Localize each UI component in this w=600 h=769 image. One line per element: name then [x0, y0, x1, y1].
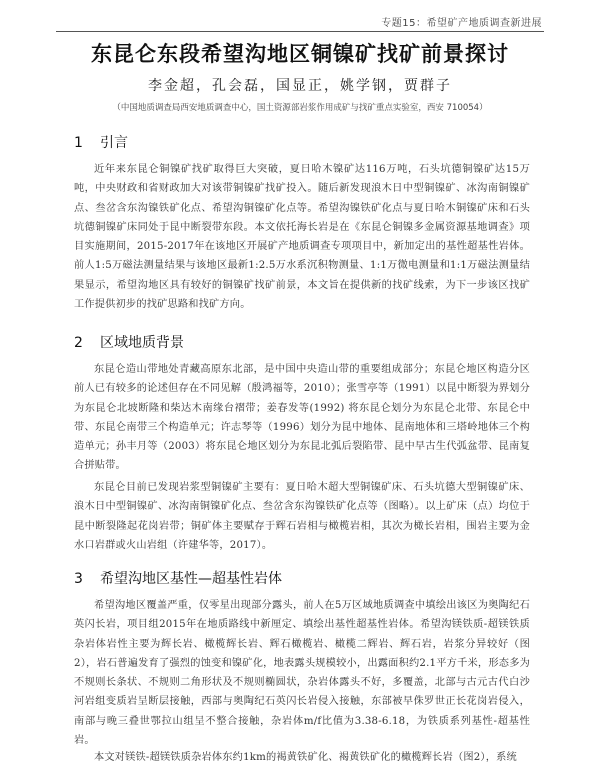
section-number: 3 — [74, 571, 83, 587]
paragraph-geology-2: 东昆仑目前已发现岩浆型铜镍矿主要有：夏日哈木超大型铜镍矿床、石头坑德大型铜镍矿床、浪木日中型铜镍矿、冰沟南铜镍矿化点、叁岔含东沟镍铁矿化点等（图略）。以上矿床（点）均位于昆中断裂隆起花岗岩带；铜矿体主要赋存于辉石岩相与橄榄岩相，其次为橄长岩相，围岩主要为金水口岩群或火山岩组（许建华等，2017）。 — [74, 482, 530, 551]
paragraph-rock-body-1: 希望沟地区覆盖严重，仅零星出现部分露头，前人在5万区域地质调查中填绘出该区为奥陶纪石英闪长岩，项目组2015年在地质路线中新厘定、填绘出基性超基性岩体。希望沟镁铁质-超镁铁质杂岩体岩性主要为辉长岩、橄榄辉长岩、辉石橄榄岩、橄榄二辉岩、辉石岩，岩浆分异较好（图2），岩石普遍发育了强烈的蚀变和镍矿化，地表露头规模较小，出露面积约2.1平方千米，形态多为不规则长条状、不规则二角形状及不规则椭圆状，杂岩体露头不好，多覆盖，北部与古元古代白沙河岩组变质岩呈断层接触，西部与奥陶纪石英闪长岩侵入接触，东部被早侏罗世正长花岗岩侵入，南部与晚三叠世鄂拉山组呈不整合接触，杂岩体m/f比值为3.38-6.18，为铁质系列基性-超基性岩。 — [74, 600, 530, 747]
section-3-heading — [74, 568, 282, 588]
section-title: 引言 — [100, 135, 128, 151]
section-number: 1 — [74, 135, 83, 151]
affiliation: （中国地质调查局西安地质调查中心，国土资源部岩浆作用成矿与找矿重点实验室，西安 710054） — [112, 103, 488, 113]
section-number: 2 — [74, 335, 83, 351]
paragraph-geology-1: 东昆仑造山带地处青藏高原东北部，是中国中央造山带的重要组成部分；东昆仑地区构造分区前人已有较多的论述但存在不同见解（殷鸿福等，2010）；张雪亭等（1991）以昆中断裂为界划分为东昆仑北坡断隆和柴达木南缘台褶带；姜春发等(1992) 将东昆仑划分为东昆仑北带、东昆仑中带、东昆仑南带三个构造单元；许志琴等（1996）划分为昆中地体、昆南地体和三塔岭地体三个构造单元；孙丰月等（2003）将东昆仑地区划分为东昆北弧后裂陷带、昆中早古生代弧盆带、昆南复合拼贴带。 — [74, 364, 530, 472]
section-title: 区域地质背景 — [100, 335, 184, 351]
author-list: 李金超，孔会磊，国显正，姚学钢，贾群子 — [148, 78, 452, 94]
paragraph-intro: 近年来东昆仑铜镍矿找矿取得巨大突破，夏日哈木镍矿达116万吨，石头坑德铜镍矿达15万吨，中央财政和省财政加大对该带铜镍矿找矿投入。随后新发现浪木日中型铜镍矿、冰沟南铜镍矿点、叁岔含东沟镍铁矿化点、希望沟铜镍矿化点等。希望沟镍铁矿化点与夏日哈木铜镍矿床和石头坑德铜镍矿床同处于昆中断裂带东段。本文依托海长岩是在《东昆仑铜镍多金属资源基地调查》项目实施期间，2015-2017年在该地区开展矿产地质调查专项项目中，新加定出的基性超基性岩体。前人1:5万磁法测量结果与该地区最新1:2.5万水系沉积物测量、1:1万微电测量和1:1万磁法测量结果显示，希望沟地区具有较好的铜镍矿找矿前景，本文旨在提供新的找矿线索，为下一步该区找矿工作提供初步的找矿思路和找矿方向。 — [74, 164, 530, 311]
section-2-heading — [74, 332, 184, 352]
header-rule — [56, 31, 544, 32]
section-title: 希望沟地区基性—超基性岩体 — [100, 571, 282, 587]
running-head: 专题15：希望矿产地质调查新进展 — [381, 18, 542, 29]
paragraph-rock-body-2: 本文对镁铁-超镁铁质杂岩体东约1km的褐黄铁矿化、褐黄铁矿化的橄榄辉长岩（图2），系统 — [94, 752, 517, 763]
section-1-heading — [74, 132, 128, 152]
paper-title: 东昆仑东段希望沟地区铜镍矿找矿前景探讨 — [91, 42, 509, 66]
